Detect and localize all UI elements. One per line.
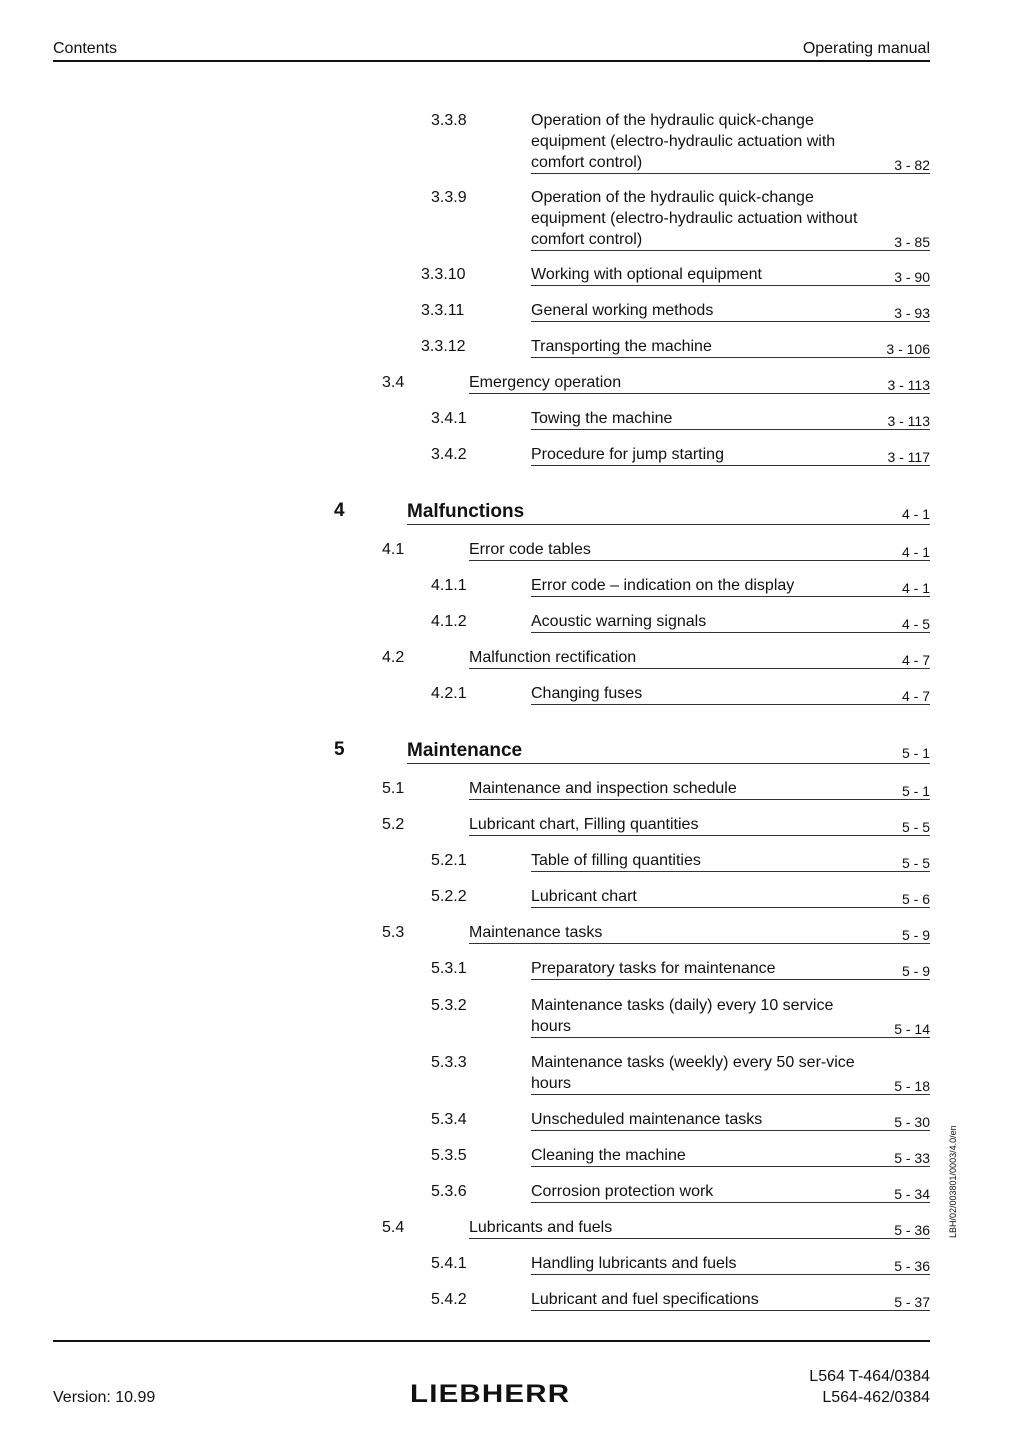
toc-entry-number: 4.2.1 (431, 685, 467, 702)
toc-entry-title: Maintenance (407, 740, 523, 761)
toc-entry-number: 3.4.2 (431, 446, 467, 463)
toc-entry-title: Error code tables (469, 541, 591, 558)
toc-entry-page: 5 - 14 (894, 1020, 930, 1037)
toc-entry-number: 5.3.2 (431, 997, 467, 1014)
toc-entry-page: 5 - 18 (894, 1077, 930, 1094)
toc-entry-line (531, 1181, 930, 1203)
toc-entry-number: 5.3.3 (431, 1054, 467, 1071)
toc-entry-page: 5 - 36 (894, 1221, 930, 1238)
toc-entry-page: 5 - 5 (901, 818, 930, 835)
toc-entry-number: 3.3.10 (421, 266, 466, 283)
toc-entry-page: 4 - 1 (901, 543, 930, 560)
toc-entry-line (531, 1289, 930, 1311)
toc-entry-number: 5.4 (382, 1219, 405, 1236)
toc-entry-number: 4.1 (382, 541, 405, 558)
header-document-type: Operating manual (802, 40, 930, 57)
toc-entry-page: 5 - 5 (901, 854, 930, 871)
model-number-2: L564-462/0384 (822, 1389, 930, 1406)
toc-entry-number: 3.3.11 (421, 302, 465, 319)
toc-entry-number: 3.3.12 (421, 338, 466, 355)
toc-entry-title: Maintenance tasks (daily) every 10 service hours (531, 997, 834, 1035)
toc-entry-title: Malfunctions (407, 501, 525, 522)
toc-entry-page: 3 - 113 (887, 376, 930, 393)
toc-entry-number: 5.4.2 (431, 1291, 467, 1308)
toc-entry-number: 3.3.8 (431, 112, 467, 129)
toc-entry-title: Maintenance tasks (469, 924, 603, 941)
toc-entry-number: 3.4.1 (431, 410, 467, 427)
toc-entry-title: Operation of the hydraulic quick-change equipment (electro-hydraulic actuation with comfort control) (531, 112, 836, 171)
toc-entry-number: 3.3.9 (431, 189, 467, 206)
toc-entry-page: 4 - 1 (901, 506, 930, 522)
toc-entry-title: Lubricants and fuels (469, 1219, 613, 1236)
toc-entry-line (531, 300, 930, 322)
toc-entry-number: 5.2.2 (431, 888, 467, 905)
toc-entry-number: 4.1.2 (431, 613, 467, 630)
toc-entry-line (469, 539, 930, 561)
toc-entry-number: 5.3 (382, 924, 405, 941)
toc-entry-title: Error code – indication on the display (531, 577, 795, 594)
toc-entry-number: 3.4 (382, 374, 405, 391)
toc-entry-page: 3 - 90 (894, 268, 930, 285)
toc-entry-title: Cleaning the machine (531, 1147, 686, 1164)
toc-entry-title: Unscheduled maintenance tasks (531, 1111, 763, 1128)
toc-entry-line (531, 1253, 930, 1275)
toc-entry-line (531, 187, 930, 251)
toc-entry-title: Lubricant and fuel specifications (531, 1291, 759, 1308)
toc-entry-line (531, 1145, 930, 1167)
toc-entry-title: Working with optional equipment (531, 266, 762, 283)
model-number-1: L564 T-464/0384 (809, 1368, 930, 1385)
toc-entry-page: 4 - 1 (901, 579, 930, 596)
toc-entry-number: 4 (334, 500, 345, 521)
toc-entry-title: Handling lubricants and fuels (531, 1255, 737, 1272)
toc-entry-title: Towing the machine (531, 410, 673, 427)
toc-entry-number: 4.2 (382, 649, 405, 666)
toc-entry-title: Emergency operation (469, 374, 622, 391)
toc-entry-title: Preparatory tasks for maintenance (531, 960, 776, 977)
toc-entry-title: General working methods (531, 302, 714, 319)
liebherr-logo: LIEBHERR (410, 1380, 571, 1408)
toc-entry-page: 5 - 36 (894, 1257, 930, 1274)
toc-entry-number: 5.3.4 (431, 1111, 467, 1128)
toc-entry-page: 3 - 93 (894, 304, 930, 321)
toc-entry-page: 5 - 1 (901, 745, 930, 761)
toc-entry-title: Acoustic warning signals (531, 613, 707, 630)
toc-entry-page: 3 - 113 (887, 412, 930, 429)
toc-entry-number: 5.3.1 (431, 960, 467, 977)
toc-entry-page: 5 - 1 (901, 782, 930, 799)
toc-entry-line (531, 110, 930, 174)
toc-entry-line (531, 958, 930, 980)
toc-entry-title: Changing fuses (531, 685, 643, 702)
toc-entry-line (469, 778, 930, 800)
toc-entry-page: 3 - 106 (886, 340, 930, 357)
toc-entry-page: 5 - 30 (894, 1113, 930, 1130)
toc-entry-line (531, 336, 930, 358)
toc-entry-title: Corrosion protection work (531, 1183, 714, 1200)
toc-entry-line (531, 264, 930, 286)
toc-entry-title: Operation of the hydraulic quick-change equipment (electro-hydraulic actuation without comfort control) (531, 189, 858, 248)
toc-entry-page: 5 - 37 (894, 1293, 930, 1310)
toc-entry-page: 3 - 117 (887, 448, 930, 465)
toc-entry-line (531, 408, 930, 430)
toc-entry-line (531, 1052, 930, 1095)
toc-entry-line (531, 611, 930, 633)
toc-entry-title: Maintenance tasks (weekly) every 50 ser-vice hours (531, 1054, 855, 1092)
toc-entry-line (531, 886, 930, 908)
toc-entry-number: 4.1.1 (431, 577, 467, 594)
footer-rule (53, 1340, 930, 1342)
toc-entry-title: Malfunction rectification (469, 649, 637, 666)
toc-entry-title: Lubricant chart (531, 888, 637, 905)
toc-entry-title: Transporting the machine (531, 338, 712, 355)
toc-entry-line (469, 647, 930, 669)
toc-entry-line (469, 922, 930, 944)
toc-entry-page: 5 - 33 (894, 1149, 930, 1166)
toc-entry-line (469, 814, 930, 836)
toc-entry-number: 5.3.6 (431, 1183, 467, 1200)
toc-entry-line (531, 444, 930, 466)
toc-entry-number: 5.1 (382, 780, 405, 797)
toc-entry-line (531, 850, 930, 872)
document-code-vertical: LBH/02/003801/0003/4.0/en (948, 1125, 958, 1238)
toc-entry-line (469, 372, 930, 394)
toc-entry-page: 3 - 85 (894, 233, 930, 250)
header-section-label: Contents (53, 40, 118, 57)
toc-entry-page: 5 - 6 (901, 890, 930, 907)
toc-entry-line (531, 683, 930, 705)
toc-entry-page: 5 - 34 (894, 1185, 930, 1202)
toc-entry-page: 5 - 9 (901, 926, 930, 943)
toc-entry-page: 4 - 7 (901, 687, 930, 704)
toc-entry-title: Table of filling quantities (531, 852, 701, 869)
toc-entry-line (531, 1109, 930, 1131)
toc-entry-title: Maintenance and inspection schedule (469, 780, 737, 797)
toc-entry-line (469, 1217, 930, 1239)
toc-entry-page: 4 - 7 (901, 651, 930, 668)
toc-entry-line (407, 739, 930, 764)
toc-entry-number: 5 (334, 739, 345, 760)
toc-entry-title: Lubricant chart, Filling quantities (469, 816, 699, 833)
toc-entry-line (531, 995, 930, 1038)
toc-entry-number: 5.4.1 (431, 1255, 467, 1272)
toc-entry-number: 5.2 (382, 816, 405, 833)
toc-entry-line (531, 575, 930, 597)
toc-entry-number: 5.2.1 (431, 852, 467, 869)
toc-entry-title: Procedure for jump starting (531, 446, 724, 463)
toc-entry-page: 4 - 5 (901, 615, 930, 632)
toc-entry-line (407, 500, 930, 525)
version-label: Version: 10.99 (53, 1389, 156, 1406)
toc-entry-number: 5.3.5 (431, 1147, 467, 1164)
toc-entry-page: 3 - 82 (894, 156, 930, 173)
toc-entry-page: 5 - 9 (901, 962, 930, 979)
